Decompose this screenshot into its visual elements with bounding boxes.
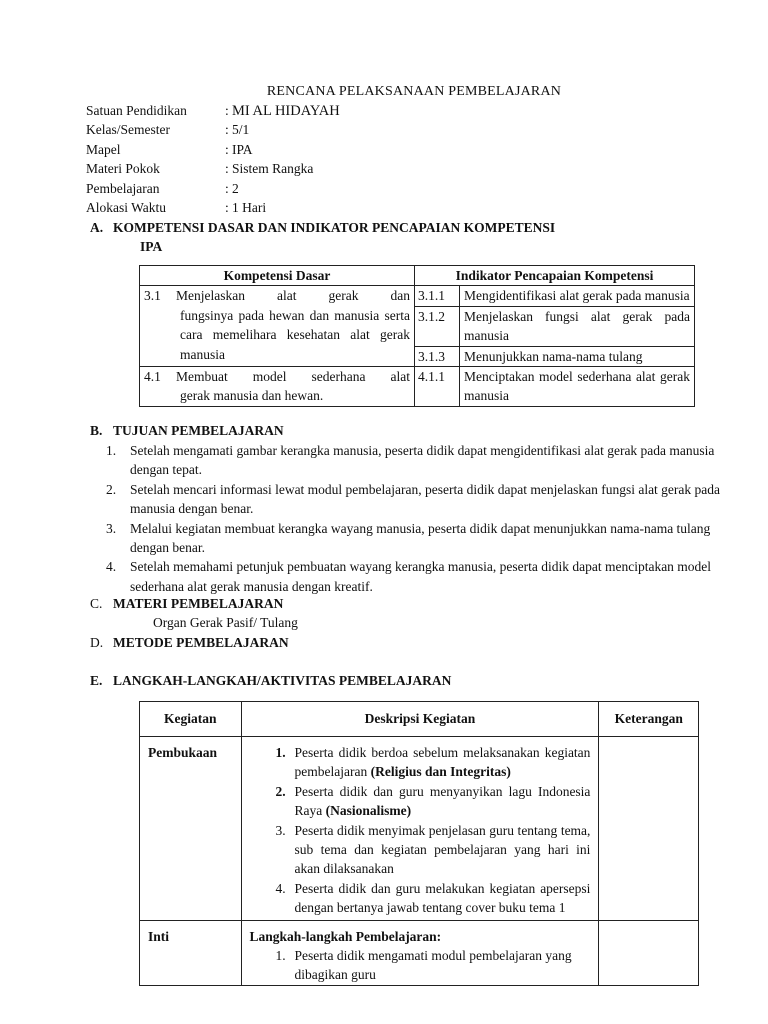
- step-number: 3.: [275, 822, 286, 838]
- kd-number: 3.1: [144, 288, 161, 304]
- table-row: [140, 367, 695, 407]
- step-text: Peserta didik menyimak penjelasan guru tentang tema, sub tema dan kegiatan pembelajaran yang hari ini akan dilaksanakan: [294, 822, 591, 877]
- identity-row: [86, 179, 340, 198]
- list-item: [106, 557, 736, 596]
- section-letter: C.: [90, 596, 103, 611]
- step-text: Peserta didik dan guru menyanyikan lagu Indonesia Raya: [294, 783, 591, 819]
- section-a-subheading: IPA: [140, 239, 163, 254]
- activity-description: [241, 920, 599, 985]
- section-title: MATERI PEMBELAJARAN: [113, 596, 284, 611]
- kd-cell: [140, 367, 415, 407]
- section-letter: B.: [90, 423, 103, 438]
- step-text: Peserta didik mengamati modul pembelajaran yang dibagikan guru: [294, 948, 572, 983]
- identity-label: Satuan Pendidikan: [86, 103, 187, 118]
- list-item: [106, 480, 736, 519]
- list-number: 2.: [106, 481, 117, 497]
- identity-value: 1 Hari: [232, 199, 267, 215]
- identity-value: IPA: [232, 141, 253, 157]
- identity-label: Pembelajaran: [86, 180, 160, 196]
- identity-value: MI AL HIDAYAH: [232, 103, 340, 119]
- identity-colon: :: [225, 199, 229, 215]
- activity-note-cell: [599, 920, 699, 985]
- activity-note-cell: [599, 737, 699, 921]
- list-text: Setelah mencari informasi lewat modul pembelajaran, peserta didik dapat menjelaskan fungsi alat gerak pada manusia dengan benar.: [130, 481, 721, 517]
- identity-value: 5/1: [232, 122, 250, 138]
- identity-row: [86, 198, 340, 217]
- step-item: [250, 821, 591, 879]
- indicator-number: 3.1.2: [415, 306, 460, 346]
- step-number: 2.: [275, 783, 286, 799]
- list-text: Setelah memahami petunjuk pembuatan wayang kerangka manusia, peserta didik dapat menciptakan model sederhana alat gerak manusia dengan kreatif.: [130, 559, 712, 594]
- competency-table: [139, 265, 695, 407]
- identity-value: 2: [232, 180, 239, 196]
- step-item: [250, 782, 591, 821]
- activity-label: Pembukaan: [140, 737, 242, 921]
- list-number: 3.: [106, 520, 117, 536]
- identity-colon: :: [225, 161, 229, 177]
- indicator-text: Menunjukkan nama-nama tulang: [460, 346, 695, 366]
- step-text: Peserta didik berdoa sebelum melaksanakan kegiatan pembelajaran: [294, 745, 591, 780]
- activity-description: [241, 737, 599, 921]
- column-header: Indikator Pencapaian Kompetensi: [415, 266, 695, 286]
- kd-number: 4.1: [144, 369, 161, 385]
- section-d-heading: [90, 633, 289, 652]
- table-header-row: [140, 702, 699, 737]
- document-title: RENCANA PELAKSANAAN PEMBELAJARAN: [266, 84, 562, 99]
- section-letter: D.: [90, 635, 104, 650]
- kd-text-rest: fungsinya pada hewan dan manusia serta cara memelihara kesehatan alat gerak manusia: [180, 307, 410, 362]
- kd-first-line: [144, 286, 410, 305]
- list-number: 1.: [106, 443, 117, 458]
- objectives-list: [106, 441, 736, 596]
- section-c-heading: [90, 594, 283, 613]
- step-item: [250, 743, 591, 782]
- step-character-note: (Religius dan Integritas): [370, 764, 511, 780]
- section-e-heading: [90, 671, 451, 690]
- kd-text-rest: gerak manusia dan hewan.: [180, 388, 324, 404]
- indicator-number: 4.1.1: [415, 367, 460, 407]
- step-number: 1.: [275, 948, 286, 964]
- identity-label: Mapel: [86, 141, 121, 157]
- table-row: [140, 920, 699, 985]
- list-text: Melalui kegiatan membuat kerangka wayang manusia, peserta didik dapat menunjukkan nama-nama tulang dengan benar.: [130, 520, 711, 556]
- identity-colon: :: [225, 180, 229, 196]
- table-header-row: [140, 266, 695, 286]
- identity-colon: :: [225, 122, 229, 138]
- list-text: Setelah mengamati gambar kerangka manusia, peserta didik dapat mengidentifikasi alat gerak pada manusia dengan tepat.: [130, 443, 715, 478]
- indicator-number: 3.1.1: [415, 286, 460, 306]
- step-character-note: (Nasionalisme): [325, 803, 412, 819]
- column-header: Kegiatan: [140, 702, 242, 737]
- column-header: Keterangan: [599, 702, 699, 737]
- identity-row: [86, 159, 340, 178]
- step-text: Peserta didik dan guru melakukan kegiatan apersepsi dengan bertanya jawab tentang cover buku tema 1: [294, 880, 591, 916]
- activity-label: Inti: [140, 920, 242, 985]
- list-item: [106, 519, 736, 558]
- section-letter: E.: [90, 673, 103, 688]
- identity-label: Alokasi Waktu: [86, 199, 167, 215]
- section-letter: A.: [90, 220, 104, 235]
- section-a-heading: [90, 218, 555, 237]
- section-title: LANGKAH-LANGKAH/AKTIVITAS PEMBELAJARAN: [113, 673, 452, 688]
- identity-row: [86, 140, 340, 159]
- identity-label: Materi Pokok: [86, 161, 160, 177]
- materi-content: Organ Gerak Pasif/ Tulang: [153, 615, 298, 630]
- step-item: [250, 946, 591, 985]
- identity-row: [86, 101, 340, 120]
- identity-block: [86, 101, 340, 217]
- column-header: Kompetensi Dasar: [140, 266, 415, 286]
- section-title: KOMPETENSI DASAR DAN INDIKATOR PENCAPAIAN KOMPETENSI: [113, 220, 556, 235]
- section-title: TUJUAN PEMBELAJARAN: [113, 423, 284, 438]
- table-row: [140, 286, 695, 306]
- section-b-heading: [90, 421, 284, 440]
- column-header: Deskripsi Kegiatan: [241, 702, 599, 737]
- indicator-text: Menjelaskan fungsi alat gerak pada manusia: [460, 306, 695, 346]
- indicator-number: 3.1.3: [415, 346, 460, 366]
- kd-text-first: Menjelaskan alat gerak dan: [176, 288, 410, 304]
- step-item: [250, 879, 591, 918]
- section-title: METODE PEMBELAJARAN: [113, 635, 289, 650]
- step-number: 1.: [275, 745, 286, 760]
- kd-cell: [140, 286, 415, 367]
- indicator-text: Menciptakan model sederhana alat gerak manusia: [460, 367, 695, 407]
- identity-colon: :: [225, 141, 229, 157]
- identity-label: Kelas/Semester: [86, 122, 170, 138]
- indicator-text: Mengidentifikasi alat gerak pada manusia: [460, 286, 695, 306]
- identity-colon: :: [225, 103, 229, 118]
- identity-value: Sistem Rangka: [232, 161, 314, 177]
- identity-row: [86, 120, 340, 139]
- list-item: [106, 441, 736, 480]
- list-number: 4.: [106, 559, 117, 575]
- activity-table: [139, 701, 699, 986]
- kd-text-first: Membuat model sederhana alat: [176, 369, 410, 385]
- steps-heading: Langkah-langkah Pembelajaran:: [249, 928, 442, 944]
- step-number: 4.: [275, 880, 286, 896]
- kd-first-line: [144, 367, 410, 386]
- table-row: [140, 737, 699, 921]
